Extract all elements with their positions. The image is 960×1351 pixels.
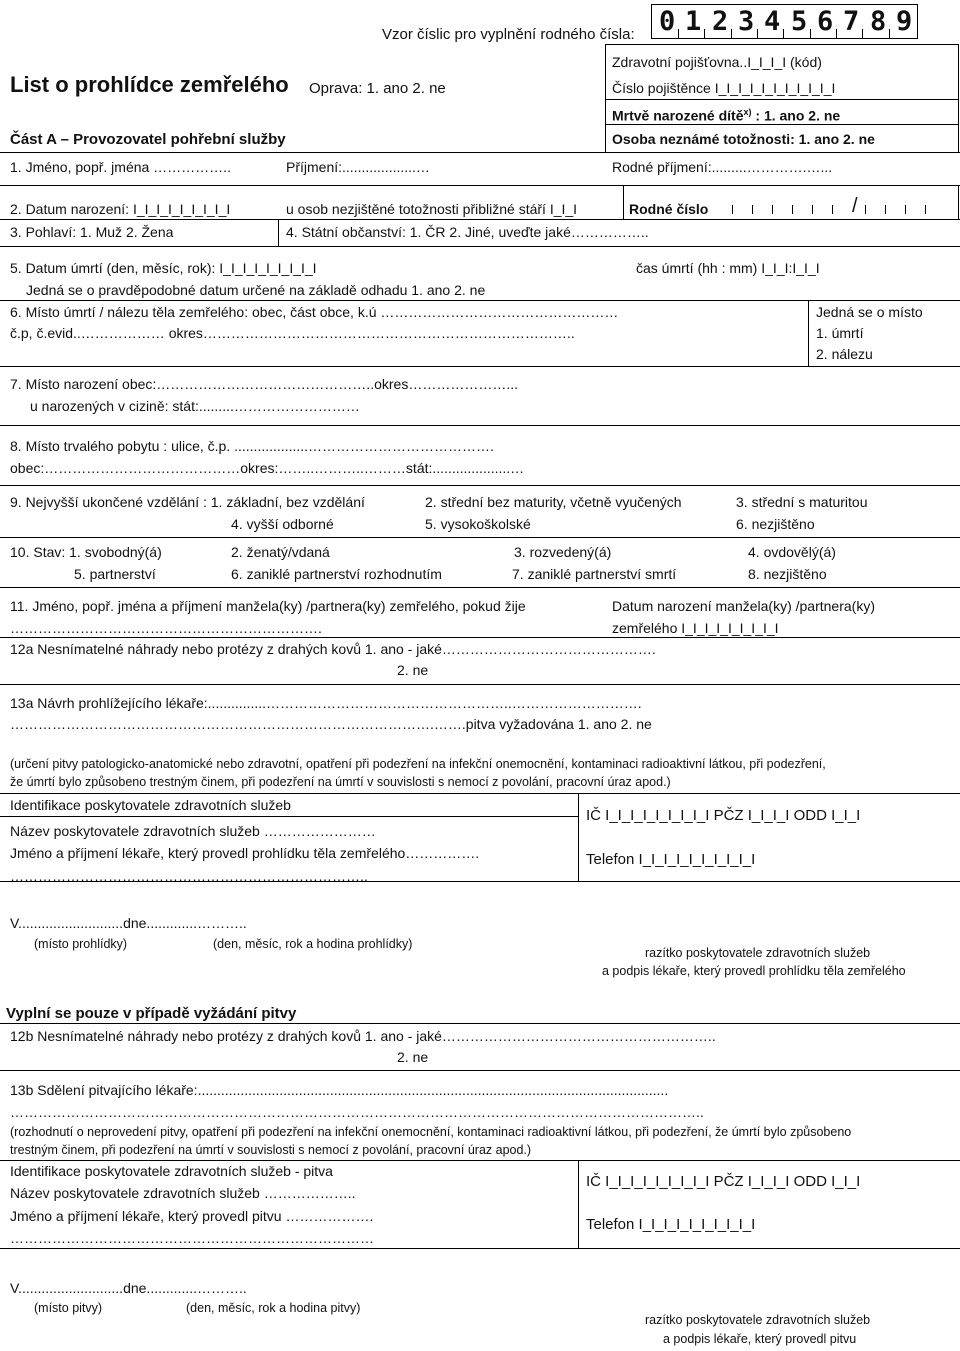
insurance-code-field[interactable]: Zdravotní pojišťovna..I_I_I_I (kód) [612,54,822,70]
sample-digit: 3 [738,6,755,37]
autopsy-note-line1: (rozhodnutí o neprovedení pitvy, opatření při podezření na infekční onemocnění, kontaminaci radioaktivní látkou, při podezření, že úmrtí bylo způsobeno [10,1125,852,1139]
sample-digit: 5 [791,6,808,37]
digit-sample-box [651,4,918,39]
marital-option-7[interactable]: 7. zaniklé partnerství smrtí [512,566,677,582]
sample-digit: 9 [896,6,913,37]
birth-date-field[interactable]: 2. Datum narození: I_I_I_I_I_I_I_I_I [10,201,231,217]
education-option-2[interactable]: 2. střední bez maturity, včetně vyučených [425,494,682,510]
place-date-field[interactable]: V...........................dne.............……….. [10,915,247,931]
sex-field[interactable]: 3. Pohlaví: 1. Muž 2. Žena [10,224,174,240]
birth-number-slash: / [852,195,858,217]
proposal-note-line2: že úmrtí bylo způsobeno trestným činem, při podezření na úmrtí v souvislosti s nemocí z povolání, pracovní úraz apod.) [10,775,671,789]
citizenship-field[interactable]: 4. Státní občanství: 1. ČR 2. Jiné, uveďte jaké…………….. [286,224,649,240]
sample-digit: 1 [685,6,702,37]
oprava-field[interactable]: Oprava: 1. ano 2. ne [309,80,446,97]
prosthesis-no-option[interactable]: 2. ne [397,662,429,678]
autopsy-required-field[interactable]: ……………………………………………………………………………….…….pitva vyžadována 1. ano 2. ne [10,716,652,732]
place-type-death-option[interactable]: 1. úmrtí [816,325,864,341]
doctor-name-field[interactable]: Jméno a příjmení lékaře, který provedl prohlídku těla zemřelého……………. [10,845,480,861]
sample-digit: 0 [659,6,676,37]
first-name-field[interactable]: 1. Jméno, popř. jména …………….. [10,159,231,175]
autopsy-doctor-name-field[interactable]: Jméno a příjmení lékaře, který provedl pitvu ………………. [10,1208,374,1224]
education-option-5[interactable]: 5. vysokoškolské [425,516,531,532]
birth-number-label: Rodné číslo [629,201,709,217]
autopsy-doctor-name-dots: …………………………………………………………………… [10,1230,374,1246]
birth-place-field[interactable]: 7. Místo narození obec:………………………………………..okres…………………... [10,376,518,392]
stillborn-label: Mrtvě narozené dítě [612,107,744,124]
stillborn-field[interactable] [612,104,840,125]
place-caption: (místo prohlídky) [34,937,128,951]
prosthesis-field[interactable]: 12a Nesnímatelné náhrady nebo protézy z drahých kovů 1. ano - jaké………………………………………. [10,641,656,657]
marital-option-3[interactable]: 3. rozvedený(á) [514,544,612,560]
estimated-age-field[interactable]: u osob nezjištěné totožnosti přibližné stáří I_I_I [286,201,578,217]
pathologist-statement-field[interactable]: 13b Sdělení pitvajícího lékaře:......................................................................................................................... [10,1082,669,1098]
autopsy-stamp-caption-line2: a podpis lékaře, který provedl pitvu [663,1332,857,1346]
sample-digit: 7 [843,6,860,37]
marital-status-field[interactable]: 10. Stav: 1. svobodný(á) [10,544,162,560]
pathologist-statement-dots: ………………………………………………………………………………………………………………………………….. [10,1104,704,1120]
sample-digit: 4 [764,6,781,37]
digit-sample-label: Vzor číslic pro vyplnění rodného čísla: [382,26,635,43]
unknown-identity-field[interactable]: Osoba neznámé totožnosti: 1. ano 2. ne [612,131,875,147]
birth-number-input[interactable] [725,185,958,219]
sample-digit: 2 [712,6,729,37]
autopsy-stamp-caption-line1: razítko poskytovatele zdravotních služeb [645,1313,871,1327]
death-time-field[interactable]: čas úmrtí (hh : mm) I_I_I:I_I_I [636,260,820,276]
residence-street-field[interactable]: 8. Místo trvalého pobytu : ulice, č.p. ...................…………………………………. [10,438,494,454]
provider-phone-field[interactable]: Telefon I_I_I_I_I_I_I_I_I_I [586,851,756,868]
place-type-label: Jedná se o místo [816,304,923,320]
autopsy-section-title: Vyplní se pouze v případě vyžádání pitvy [6,1005,297,1022]
autopsy-provider-ic-field[interactable]: IČ I_I_I_I_I_I_I_I_I PČZ I_I_I_I ODD I_I_I [586,1173,861,1190]
autopsy-place-date-field[interactable]: V...........................dne.............……….. [10,1280,247,1296]
death-place-number-field[interactable]: č.p, č.evid..……………… okres…………………………………………………………………….. [10,325,575,341]
proposal-note-line1: (určení pitvy patologicko-anatomické nebo zdravotní, opatření při podezření na infekční onemocnění, kontaminaci radioaktivní látkou, při podezření, [10,757,826,771]
death-date-field[interactable]: 5. Datum úmrtí (den, měsíc, rok): I_I_I_I_I_I_I_I_I [10,260,317,276]
education-option-4[interactable]: 4. vyšší odborné [231,516,334,532]
spouse-name-field[interactable]: 11. Jméno, popř. jména a příjmení manžela(ky) /partnera(ky) zemřelého, pokud žije [10,598,526,614]
autopsy-place-caption: (místo pitvy) [34,1301,103,1315]
stillborn-options: : 1. ano 2. ne [755,107,841,124]
autopsy-provider-name-field[interactable]: Název poskytovatele zdravotních služeb ……………….. [10,1185,356,1201]
marital-option-8[interactable]: 8. nezjištěno [748,566,827,582]
part-a-heading: Část A – Provozovatel pohřební služby [10,131,286,148]
provider-name-field[interactable]: Název poskytovatele zdravotních služeb …………………… [10,823,376,839]
insured-number-field[interactable]: Číslo pojištěnce I_I_I_I_I_I_I_I_I_I_I [612,80,836,96]
autopsy-note-line2: trestným činem, při podezření na úmrtí v souvislosti s nemocí z povolání, pracovní úraz apod.) [10,1143,532,1157]
autopsy-provider-phone-field[interactable]: Telefon I_I_I_I_I_I_I_I_I_I [586,1216,756,1233]
birth-surname-field[interactable]: Rodné příjmení:.........………….…... [612,159,833,175]
marital-option-2[interactable]: 2. ženatý/vdaná [231,544,330,560]
stamp-caption-line1: razítko poskytovatele zdravotních služeb [645,946,871,960]
surname-field[interactable]: Příjmení:...................… [286,159,430,175]
doctor-name-dots: ………………………………………………………………….. [10,868,368,884]
page-title: List o prohlídce zemřelého [10,72,289,97]
autopsy-prosthesis-field[interactable]: 12b Nesnímatelné náhrady nebo protézy z drahých kovů 1. ano - jaké………………………………………………….. [10,1028,716,1044]
residence-town-field[interactable]: obec:……………………………………okres:……..………..………stát:....................… [10,460,525,476]
education-option-3[interactable]: 3. střední s maturitou [736,494,868,510]
autopsy-prosthesis-no-option[interactable]: 2. ne [397,1049,429,1065]
provider-ident-label: Identifikace poskytovatele zdravotních služeb [10,797,291,813]
marital-option-4[interactable]: 4. ovdovělý(á) [748,544,836,560]
stamp-caption-line2: a podpis lékaře, který provedl prohlídku těla zemřelého [602,964,906,978]
estimated-date-field[interactable]: Jedná se o pravděpodobné datum určené na základě odhadu 1. ano 2. ne [26,282,486,298]
date-caption: (den, měsíc, rok a hodina prohlídky) [213,937,413,951]
sample-digit: 6 [817,6,834,37]
marital-option-6[interactable]: 6. zaniklé partnerství rozhodnutím [231,566,442,582]
provider-ic-field[interactable]: IČ I_I_I_I_I_I_I_I_I PČZ I_I_I_I ODD I_I_I [586,807,861,824]
death-place-field[interactable]: 6. Místo úmrtí / nálezu těla zemřelého: obec, část obce, k.ú …………………………………………… [10,304,619,320]
autopsy-date-caption: (den, měsíc, rok a hodina pitvy) [186,1301,361,1315]
education-field[interactable]: 9. Nejvyšší ukončené vzdělání : 1. základní, bez vzdělání [10,494,365,510]
sample-digit: 8 [870,6,887,37]
spouse-name-dots: …………………………………………………………. [10,620,322,636]
autopsy-provider-ident-label: Identifikace poskytovatele zdravotních služeb - pitva [10,1163,333,1179]
marital-option-5[interactable]: 5. partnerství [74,566,156,582]
stillborn-footnote: x) [743,107,752,117]
spouse-birth-date-label: Datum narození manžela(ky) /partnera(ky) [612,598,875,614]
birth-country-field[interactable]: u narozených v cizině: stát:.........……………………… [30,398,360,414]
education-option-6[interactable]: 6. nezjištěno [736,516,815,532]
place-type-found-option[interactable]: 2. nálezu [816,346,873,362]
doctor-proposal-field[interactable]: 13a Návrh prohlížejícího lékaře:...............……………………………………………..………………………. [10,695,642,711]
spouse-birth-date-field[interactable]: zemřelého I_I_I_I_I_I_I_I_I [612,620,779,636]
